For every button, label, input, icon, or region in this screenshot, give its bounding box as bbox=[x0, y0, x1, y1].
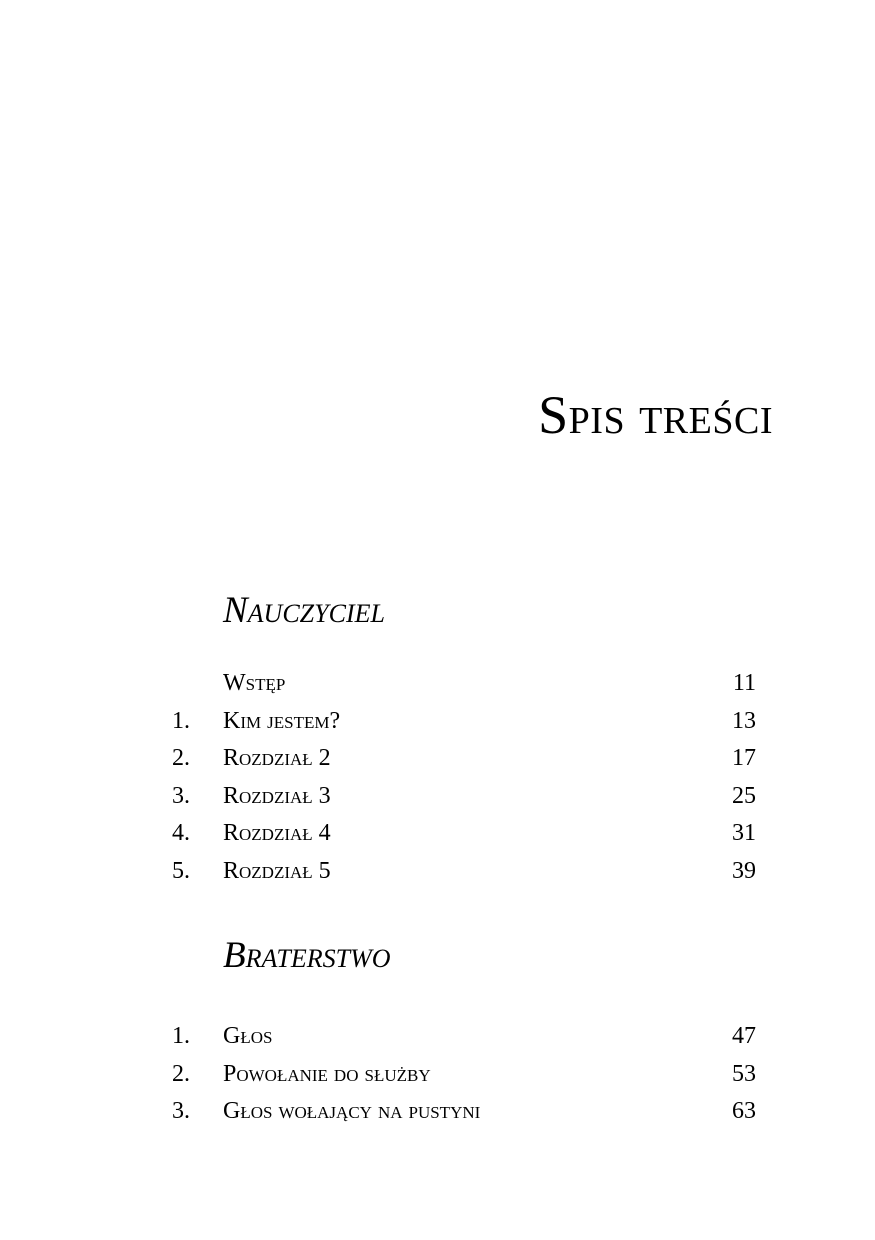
toc-entry[interactable] bbox=[0, 1093, 875, 1131]
toc-entry-label: Wstęp bbox=[223, 670, 286, 696]
toc-entry-label: Powołanie do służby bbox=[223, 1060, 431, 1087]
toc-entry[interactable] bbox=[0, 740, 875, 778]
toc-entry-number: 2. bbox=[172, 745, 190, 772]
toc-entry-page: 11 bbox=[732, 670, 756, 696]
toc-list-nauczyciel bbox=[0, 665, 875, 891]
toc-entry[interactable] bbox=[0, 778, 875, 816]
toc-entry-label: Głos wołający na pustyni bbox=[223, 1098, 481, 1125]
toc-entry-label: Rozdział 2 bbox=[223, 745, 331, 772]
toc-entry[interactable] bbox=[0, 815, 875, 853]
toc-entry[interactable] bbox=[0, 1056, 875, 1094]
section-title-braterstwo: Braterstwo bbox=[223, 935, 391, 976]
toc-entry-page: 17 bbox=[732, 745, 756, 772]
toc-entry-page: 53 bbox=[732, 1060, 756, 1087]
toc-entry[interactable] bbox=[0, 853, 875, 891]
toc-entry-page: 25 bbox=[732, 782, 756, 809]
toc-entry-page: 39 bbox=[732, 857, 756, 884]
toc-entry-number: 2. bbox=[172, 1060, 190, 1087]
section-title-nauczyciel: Nauczyciel bbox=[223, 590, 385, 631]
toc-entry-number: 1. bbox=[172, 1023, 190, 1049]
toc-entry-number: 4. bbox=[172, 820, 190, 847]
toc-entry-page: 47 bbox=[732, 1023, 756, 1049]
toc-entry-number: 1. bbox=[172, 707, 190, 734]
toc-entry-label: Głos bbox=[223, 1023, 273, 1049]
toc-entry-page: 13 bbox=[732, 707, 756, 734]
toc-entry-number: 5. bbox=[172, 857, 190, 884]
toc-entry-number: 3. bbox=[172, 1098, 190, 1125]
page-title: Spis treści bbox=[538, 385, 773, 445]
toc-entry-page: 63 bbox=[732, 1098, 756, 1125]
toc-entry-label: Rozdział 5 bbox=[223, 857, 331, 884]
toc-entry-page: 31 bbox=[732, 820, 756, 847]
toc-entry-number: 3. bbox=[172, 782, 190, 809]
toc-list-braterstwo bbox=[0, 1018, 875, 1131]
toc-entry[interactable] bbox=[0, 1018, 875, 1056]
toc-entry[interactable] bbox=[0, 703, 875, 741]
toc-entry-label: Rozdział 3 bbox=[223, 782, 331, 809]
toc-entry-label: Rozdział 4 bbox=[223, 820, 331, 847]
toc-entry[interactable] bbox=[0, 665, 875, 703]
toc-entry-label: Kim jestem? bbox=[223, 707, 341, 734]
